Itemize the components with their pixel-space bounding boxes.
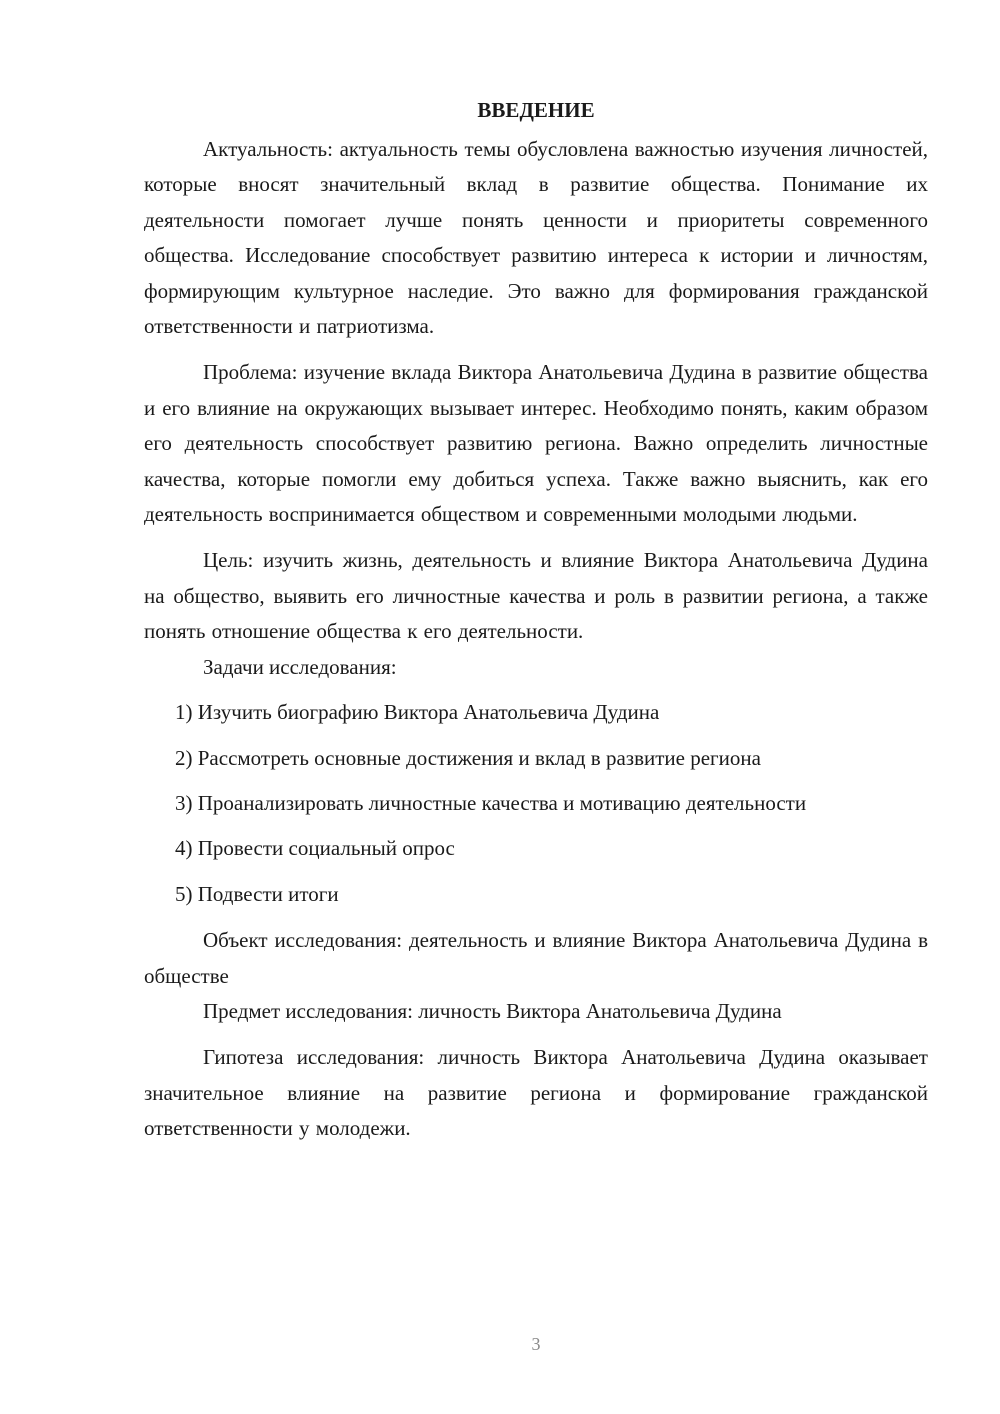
task-item-3: 3) Проанализировать личностные качества и мотивацию деятельности: [175, 790, 807, 815]
tasks-list: [144, 695, 928, 912]
task-item-4: 4) Провести социальный опрос: [175, 836, 455, 861]
page-title: ВВЕДЕНИЕ: [477, 98, 595, 122]
object-paragraph: Объект исследования: деятельность и влияние Виктора Анатольевича Дудина в обществе: [144, 928, 928, 988]
subject-paragraph: Предмет исследования: личность Виктора Анатольевича Дудина: [203, 998, 782, 1023]
task-item-1: 1) Изучить биографию Виктора Анатольевича Дудина: [175, 700, 660, 725]
page-number: 3: [531, 1334, 541, 1354]
problem-paragraph: Проблема: изучение вклада Виктора Анатольевича Дудина в развитие общества и его влияние на окружающих вызывает интерес. Необходимо понять, каким образом его деятельность способствует развитию региона. Важно определить личностные качества, которые помогли ему добиться успеха. Также важно выяснить, как его деятельность воспринимается обществом и современными молодыми людьми.: [144, 360, 928, 527]
goal-paragraph: Цель: изучить жизнь, деятельность и влияние Виктора Анатольевича Дудина на общество, выявить его личностные качества и роль в развитии региона, а также понять отношение общества к его деятельности.: [144, 548, 928, 644]
relevance-paragraph: Актуальность: актуальность темы обусловлена важностью изучения личностей, которые вносят значительный вклад в развитие общества. Понимание их деятельности помогает лучше понять ценности и приоритеты современного общества. Исследование способствует развитию интереса к истории и личностям, формирующим культурное наследие. Это важно для формирования гражданской ответственности и патриотизма.: [144, 137, 928, 339]
hypothesis-paragraph: Гипотеза исследования: личность Виктора Анатольевича Дудина оказывает значительное влияние на развитие региона и формирование гражданской ответственности у молодежи.: [144, 1045, 928, 1141]
task-item-5: 5) Подвести итоги: [175, 881, 339, 906]
tasks-title: Задачи исследования:: [203, 654, 397, 679]
task-item-2: 2) Рассмотреть основные достижения и вклад в развитие региона: [175, 745, 761, 770]
document-page: [144, 92, 928, 1147]
